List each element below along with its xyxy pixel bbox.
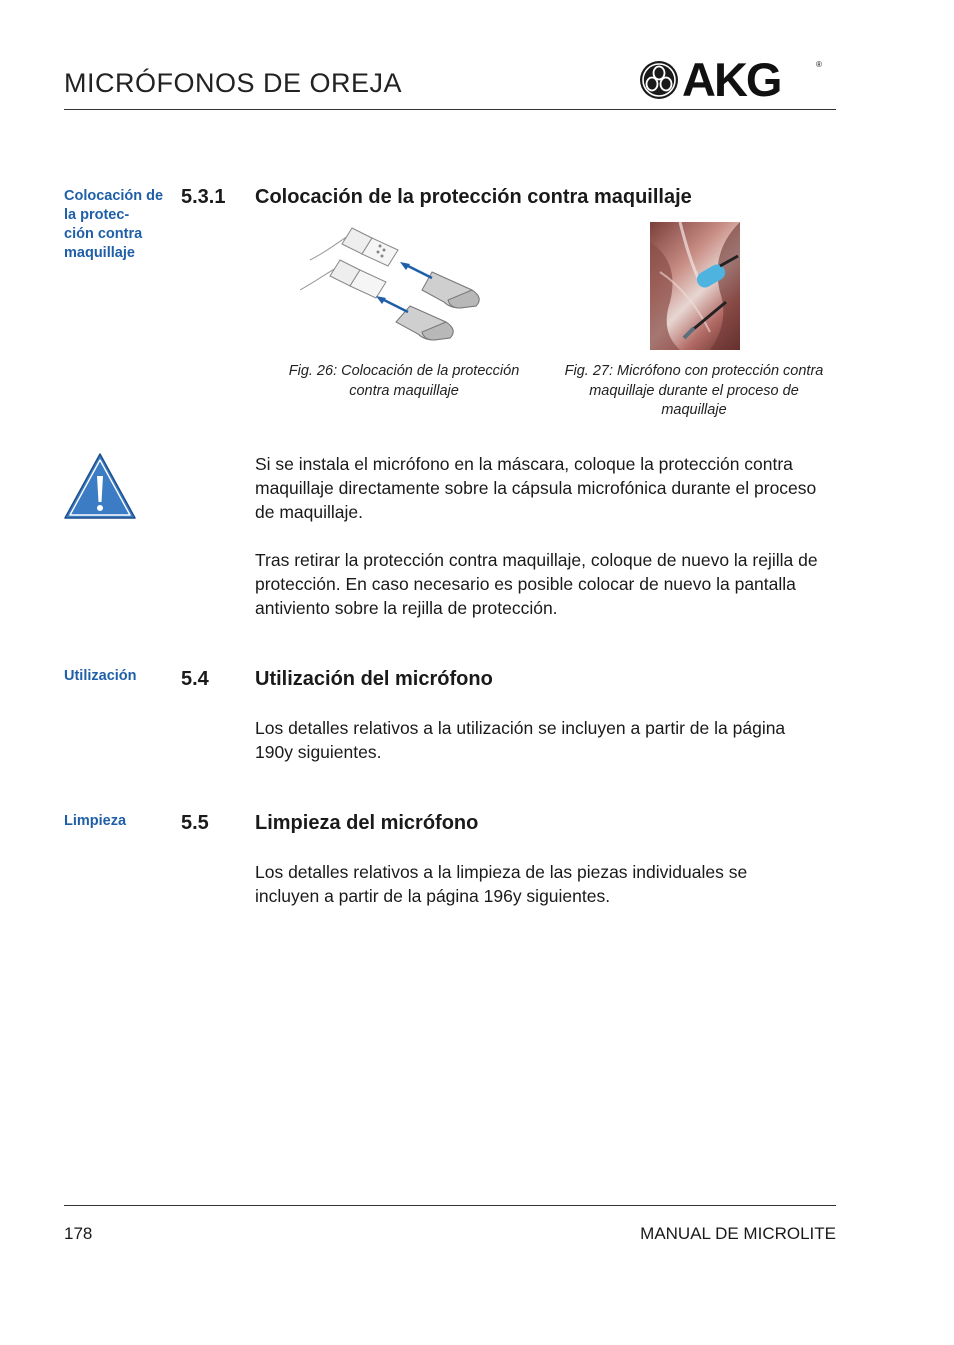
warning-triangle-icon xyxy=(63,452,137,520)
margin-label-line: la protec- xyxy=(64,207,130,223)
footer-rule xyxy=(64,1205,836,1206)
section-number-5-5: 5.5 xyxy=(181,812,209,834)
akg-logo xyxy=(638,53,828,106)
margin-label-colocacion xyxy=(64,187,176,263)
paragraph-reinstall: Tras retirar la protección contra maquillaje, coloque de nuevo la rejilla de protección. En caso necesario es posible colocar de nuevo la pantalla antiviento sobre la rejilla de protección. xyxy=(255,550,818,618)
warning-triangle xyxy=(63,452,137,520)
page-number: 178 xyxy=(64,1224,93,1243)
margin-label-line: ción contra xyxy=(64,226,143,242)
fig27-photo xyxy=(650,222,740,350)
akg-logo-registered: ® xyxy=(816,60,822,69)
section-title-5-4: Utilización del micrófono xyxy=(255,668,493,690)
margin-label-limpieza: Limpieza xyxy=(64,813,127,829)
page-header-title: MICRÓFONOS DE OREJA xyxy=(64,68,403,98)
header-rule xyxy=(64,109,836,110)
paragraph-limpieza: Los detalles relativos a la limpieza de las piezas individuales se incluyen a partir de la página 196y siguientes. xyxy=(255,862,748,906)
section-number-5-3-1: 5.3.1 xyxy=(181,186,226,208)
akg-logo-text: AKG xyxy=(682,53,781,106)
margin-label-line: Colocación de xyxy=(64,188,164,204)
fig27-caption: Fig. 27: Micrófono con protección contra maquillaje durante el proceso de maquillaje xyxy=(564,363,824,418)
section-title-5-3-1: Colocación de la protección contra maquillaje xyxy=(255,186,692,208)
section-title-5-5: Limpieza del micrófono xyxy=(255,812,479,834)
margin-label-utilizacion: Utilización xyxy=(64,668,137,684)
section-number-5-4: 5.4 xyxy=(181,668,209,690)
margin-label-line: maquillaje xyxy=(64,245,135,261)
manual-title: MANUAL DE MICROLITE xyxy=(640,1224,836,1243)
warning-paragraph: Si se instala el micrófono en la máscara, coloque la protección contra maquillaje directamente sobre la cápsula microfónica durante el proceso de maquillaje. xyxy=(255,454,817,522)
paragraph-utilizacion: Los detalles relativos a la utilización se incluyen a partir de la página 190y siguientes. xyxy=(255,718,786,762)
fig26-caption: Fig. 26: Colocación de la protección contra maquillaje xyxy=(288,363,520,399)
fig26-illustration xyxy=(300,220,500,350)
